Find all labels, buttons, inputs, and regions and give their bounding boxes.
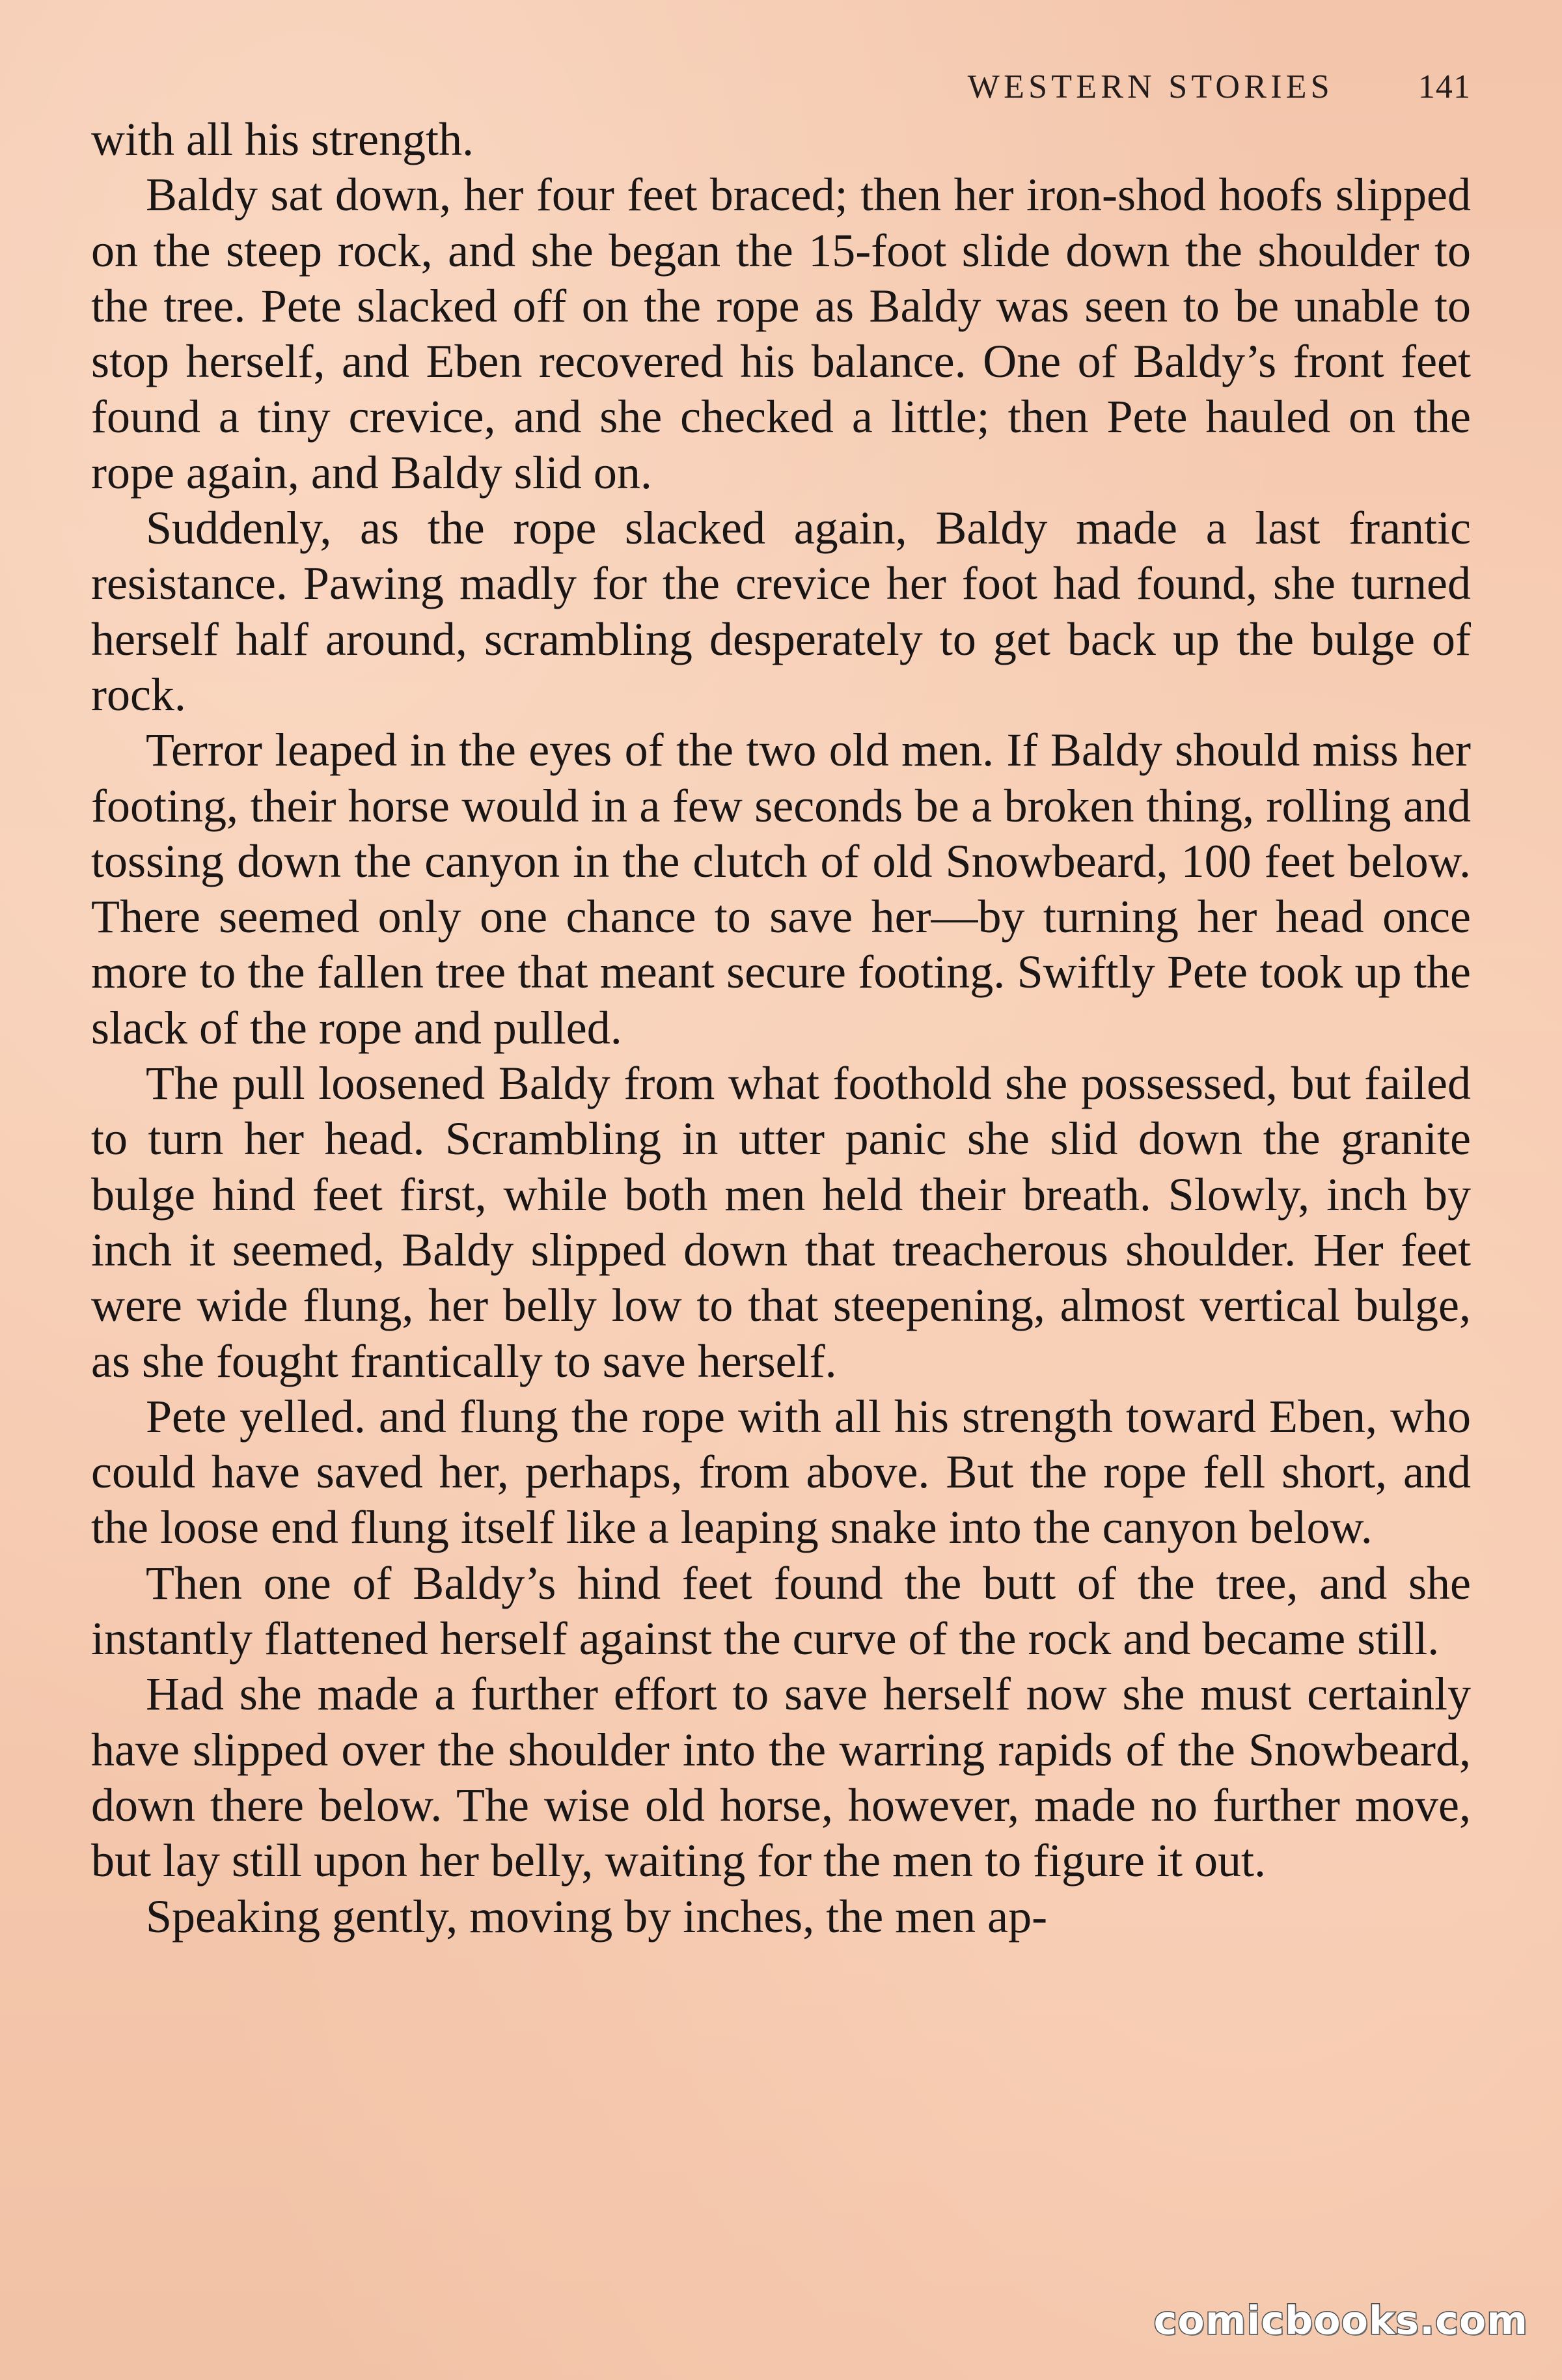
paragraph: Then one of Baldy’s hind feet found the butt of the tree, and she instantly flattened herself against the curve of the rock and became still. (91, 1557, 1471, 1665)
site-watermark: comicbooks.com (1153, 2298, 1528, 2344)
running-head (968, 68, 1471, 106)
paragraph: Had she made a further effort to save herself now she must certainly have slipped over the shoulder into the warring rapids of the Snowbeard, down there below. The wise old horse, however, made no further move, but lay still upon her belly, waiting for the men to figure it out. (91, 1668, 1471, 1887)
paragraph: Baldy sat down, her four feet braced; then her iron-shod hoofs slipped on the steep rock, and she began the 15-foot slide down the shoulder to the tree. Pete slacked off on the rope as Baldy was seen to be unable to stop herself, and Eben recovered his balance. One of Baldy’s front feet found a tiny crevice, and she checked a little; then Pete hauled on the rope again, and Baldy slid on. (91, 169, 1471, 499)
paragraph: Terror leaped in the eyes of the two old men. If Baldy should miss her footing, their horse would in a few seconds be a broken thing, rolling and tossing down the canyon in the clutch of old Snowbeard, 100 feet below. There seemed only one chance to save her—by turning her head once more to the fallen tree that meant secure footing. Swiftly Pete took up the slack of the rope and pulled. (91, 724, 1471, 1054)
paragraph: Speaking gently, moving by inches, the men ap- (146, 1890, 1048, 1943)
paragraph: The pull loosened Baldy from what foothold she possessed, but failed to turn her head. Scrambling in utter panic she slid down the granite bulge hind feet first, while both men held their breath. Slowly, inch by inch it seemed, Baldy slipped down that treacherous shoulder. Her feet were wide flung, her belly low to that steepening, almost vertical bulge, as she fought frantically to save herself. (91, 1057, 1471, 1387)
paragraph: Pete yelled. and flung the rope with all his strength toward Eben, who could have saved her, perhaps, from above. But the rope fell short, and the loose end flung itself like a leaping snake into the canyon below. (91, 1390, 1471, 1554)
paragraph: with all his strength. (91, 113, 474, 165)
section-title: WESTERN STORIES (967, 68, 1334, 105)
paragraph: Suddenly, as the rope slacked again, Baldy made a last frantic resistance. Pawing madly for the crevice her foot had found, she turned herself half around, scrambling desperately to get back up the bulge of rock. (91, 502, 1471, 721)
page-number: 141 (1418, 68, 1471, 105)
story-text (91, 112, 1471, 1944)
